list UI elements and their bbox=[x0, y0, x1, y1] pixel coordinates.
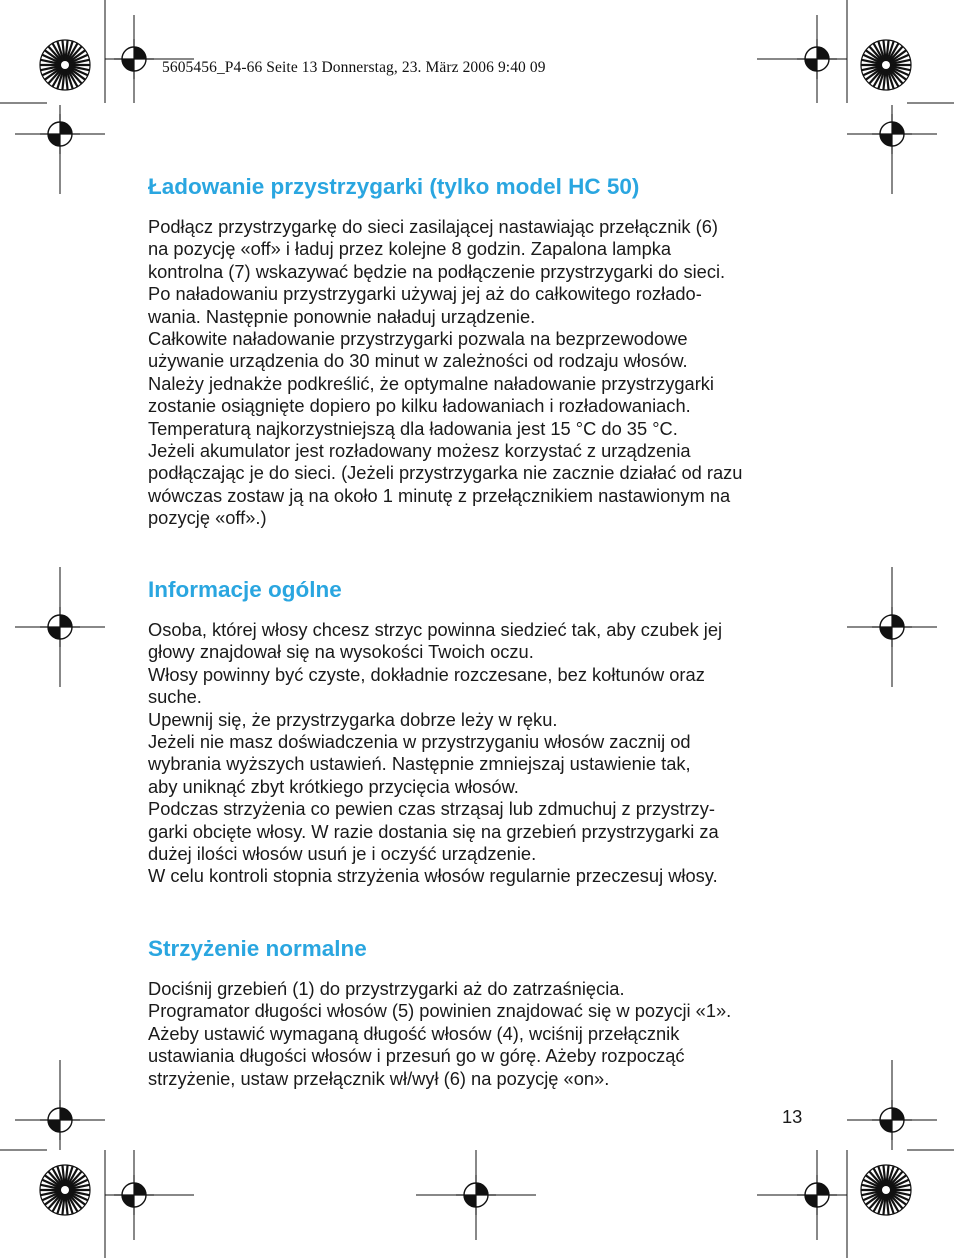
print-slug: 5605456_P4-66 Seite 13 Donnerstag, 23. März 2006 9:40 09 bbox=[162, 59, 546, 76]
section-charging bbox=[148, 172, 808, 530]
text-line: Osoba, której włosy chcesz strzyc powinna siedzieć tak, aby czubek jej bbox=[148, 619, 723, 640]
section-general-info bbox=[148, 575, 808, 888]
text-line: Podczas strzyżenia co pewien czas strząsaj lub zdmuchuj z przystrzy- bbox=[148, 798, 715, 820]
text-line: Dociśnij grzebień (1) do przystrzygarki aż do zatrzaśnięcia. bbox=[148, 978, 625, 999]
section-normal-cutting bbox=[148, 934, 808, 1090]
registration-mark bbox=[872, 607, 912, 647]
registration-mark bbox=[40, 1100, 80, 1140]
text-line: kontrolna (7) wskazywać będzie na podłączenie przystrzygarki do sieci. bbox=[148, 260, 726, 282]
text-line: wybrania wyższych ustawień. Następnie zmniejszaj ustawienie tak, bbox=[148, 753, 691, 775]
registration-mark bbox=[456, 1175, 496, 1215]
star-target-top-left bbox=[40, 40, 90, 90]
registration-mark bbox=[40, 114, 80, 154]
registration-mark bbox=[872, 1100, 912, 1140]
text-line: ustawiania długości włosów i przesuń go w górę. Ażeby rozpocząć bbox=[148, 1045, 685, 1067]
star-target-bottom-right bbox=[861, 1165, 911, 1215]
section-body bbox=[148, 216, 808, 530]
text-line: używanie urządzenia do 30 minut w zależności od rodzaju włosów. bbox=[148, 350, 688, 372]
text-line: wania. Następnie ponownie naładuj urządzenie. bbox=[148, 305, 536, 327]
section-body bbox=[148, 978, 808, 1090]
text-line: Jeżeli akumulator jest rozładowany możesz korzystać z urządzenia bbox=[148, 440, 691, 462]
star-target-top-right bbox=[861, 40, 911, 90]
text-line: dużej ilości włosów usuń je i oczyść urządzenie. bbox=[148, 843, 537, 865]
text-line: Włosy powinny być czyste, dokładnie rozczesane, bez kołtunów oraz bbox=[148, 663, 705, 685]
text-line: podłączając je do sieci. (Jeżeli przystrzygarka nie zacznie działać od razu bbox=[148, 462, 743, 484]
text-line: garki obcięte włosy. W razie dostania się na grzebień przystrzygarki za bbox=[148, 820, 719, 842]
registration-mark bbox=[797, 39, 837, 79]
text-line: aby uniknąć zbyt krótkiego przycięcia włosów. bbox=[148, 775, 519, 797]
registration-mark bbox=[872, 114, 912, 154]
text-line: na pozycję «off» i ładuj przez kolejne 8 godzin. Zapalona lampka bbox=[148, 238, 672, 260]
text-line: Jeżeli nie masz doświadczenia w przystrzyganiu włosów zacznij od bbox=[148, 731, 691, 753]
section-heading: Informacje ogólne bbox=[148, 577, 342, 602]
text-line: zostanie osiągnięte dopiero po kilku ładowaniach i rozładowaniach. bbox=[148, 395, 691, 417]
text-line: Podłącz przystrzygarkę do sieci zasilającej nastawiając przełącznik (6) bbox=[148, 216, 718, 237]
section-body bbox=[148, 619, 808, 888]
text-line: pozycję «off».) bbox=[148, 507, 267, 529]
text-line: Należy jednakże podkreślić, że optymalne naładowanie przystrzygarki bbox=[148, 372, 714, 394]
text-line: strzyżenie, ustaw przełącznik wł/wył (6) na pozycję «on». bbox=[148, 1067, 610, 1089]
text-line: Całkowite naładowanie przystrzygarki pozwala na bezprzewodowe bbox=[148, 328, 688, 350]
registration-mark bbox=[797, 1175, 837, 1215]
text-line: Upewnij się, że przystrzygarka dobrze leży w ręku. bbox=[148, 708, 558, 730]
text-line: głowy znajdował się na wysokości Twoich oczu. bbox=[148, 641, 534, 663]
text-line: Temperaturą najkorzystniejszą dla ładowania jest 15 °C do 35 °C. bbox=[148, 417, 678, 439]
star-target-bottom-left bbox=[40, 1165, 90, 1215]
text-line: Programator długości włosów (5) powinien znajdować się w pozycji «1». bbox=[148, 1000, 732, 1022]
text-line: Ażeby ustawić wymaganą długość włosów (4), wciśnij przełącznik bbox=[148, 1022, 680, 1044]
text-line: suche. bbox=[148, 686, 202, 708]
registration-mark bbox=[40, 607, 80, 647]
text-line: Po naładowaniu przystrzygarki używaj jej aż do całkowitego rozłado- bbox=[148, 283, 702, 305]
section-heading: Strzyżenie normalne bbox=[148, 936, 367, 961]
text-line: wówczas zostaw ją na około 1 minutę z przełącznikiem nastawionym na bbox=[148, 484, 731, 506]
section-heading: Ładowanie przystrzygarki (tylko model HC 50) bbox=[148, 174, 640, 199]
registration-mark bbox=[114, 39, 154, 79]
text-line: W celu kontroli stopnia strzyżenia włosów regularnie przeczesuj włosy. bbox=[148, 865, 718, 887]
registration-mark bbox=[114, 1175, 154, 1215]
page-number: 13 bbox=[782, 1106, 803, 1127]
